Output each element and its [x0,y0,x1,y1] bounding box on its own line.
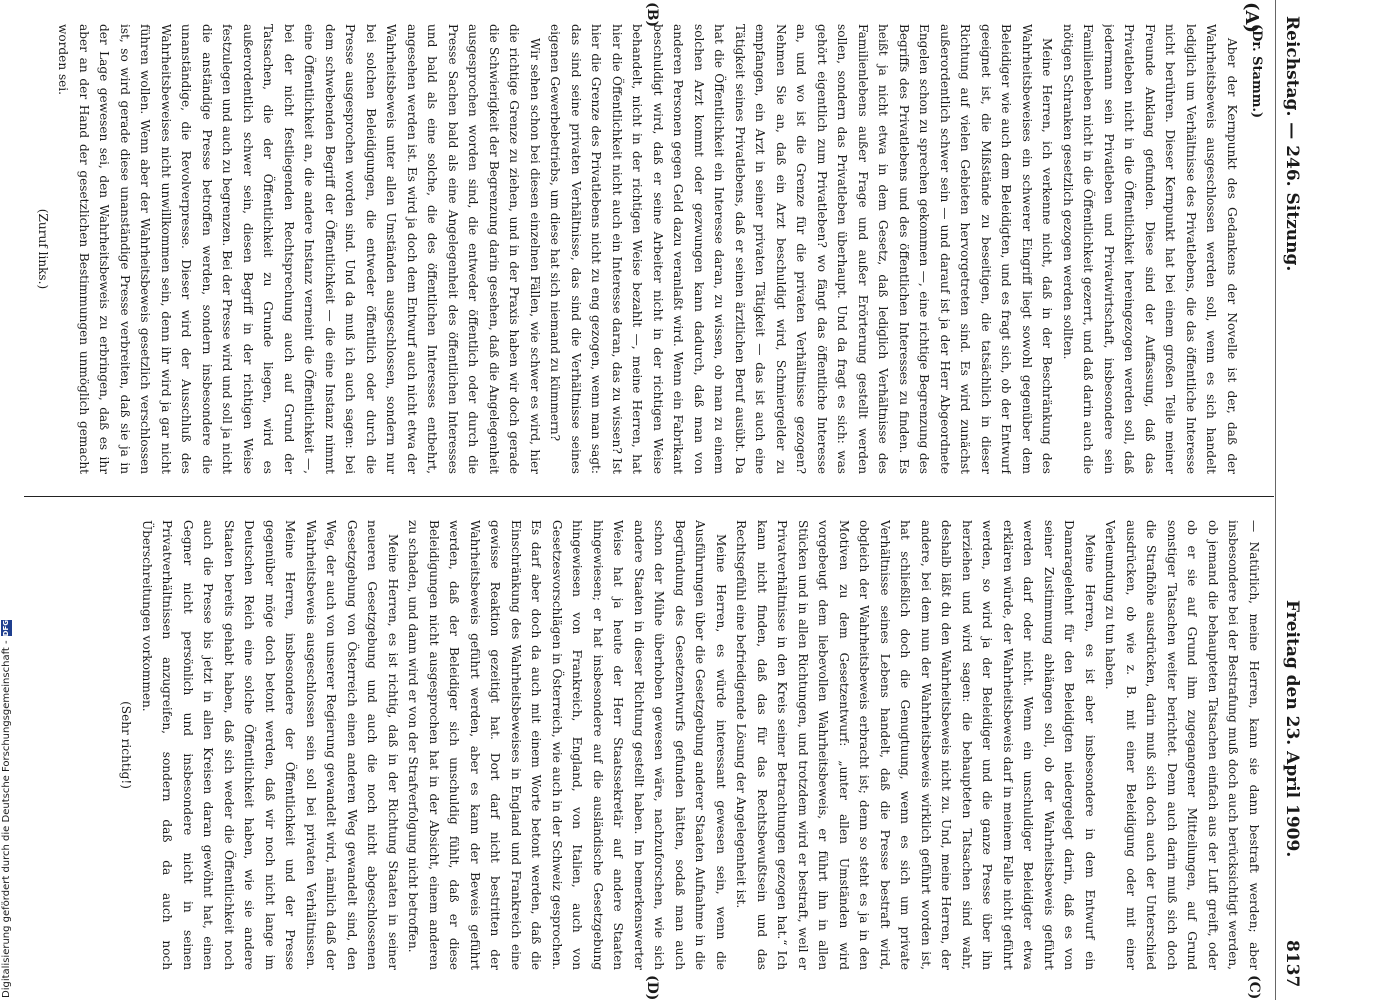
page-number: 8137 [1282,940,1302,988]
margin-marker-c: (C) [1246,975,1262,1000]
left-column [22,24,1242,474]
speaker-label: (Dr. Stamm.) [1249,24,1264,119]
column-divider [24,496,1274,497]
header-session: Reichstag. — 246. Sitzung. [1282,16,1302,272]
interjection: (Zuruf links.) [36,208,50,290]
paragraph: Wir sehen schon bei diesen einzelnen Fällen, wie schwer es wird, hier die richtige Grenze zu ziehen, und in der Praxis haben wir doch gerade die Schwierigkeit der Begrenzung darin gesehen, daß die Angelegenheit ausgesprochen worden sind, die entweder öffentlich oder durch die Presse Sachen bald als eine Angelegenheit des öffentlichen Interesses und bald als eine solche, die des öffentlichen Interesses entbehrt, angesehen werden ist. Es wird ja doch dem Entwurf auch nicht etwa der Wahrheitsbeweis unter allen Umständen ausgeschlossen, sondern nur bei solchen Beleidigungen, die entweder öffentlich oder durch die Presse ausgesprochen worden sind. Und da muß ich auch sagen: bei dem schwebenden Begriff der Öffentlichkeit — die eine Instanz nimmt eine Öffentlichkeit an, die andere Instanz verneint die Öffentlichkeit —, bei der nicht festliegenden Rechtsprechung auch auf Grund der Tatsachen, die der Öffentlichkeit zu Grunde liegen, wird es außerordentlich schwer sein, diesen Begriff in der richtigen Weise festzulegen und auch zu begrenzen. Bei der Presse wird und soll ja nicht die anständige Presse betroffen werden, sondern insbesondere die unanständige, die Revolverpresse. Dieser wird der Ausschluß des Wahrheitsbeweises nicht unwillkommen sein, denn ihr wird ja gar nicht führen wollen. Wenn aber der Wahrheitsbeweis gesetzlich verschlossen ist, so wird gerade diese unanständige Presse verbreiten, daß sie ja in der Lage gewesen sei, den Wahrheitsbeweis zu erbringen, daß es ihr aber an der Hand der gesetzlichen Bestimmungen unmöglich gemacht worden sei. [56,24,542,474]
dfg-logo: DFG [2,620,10,637]
right-column [44,520,1264,970]
paragraph: Aber der Kernpunkt des Gedankens der Novelle ist der, daß der Wahrheitsbeweis ausgeschlossen werden soll, wenn es sich handelt lediglich um Verhältnisse des Privatlebens, die das öffentliche Interesse nicht berühren. Dieser Kernpunkt hat bei einem großen Teile meiner Freunde Anklang gefunden. Diese sind der Auffassung, daß das Privatleben nicht in die Öffentlichkeit hereingezogen werden soll, daß jedermann sein Privatleben und Privatwirtschaft, insbesondere sein Familienleben nicht in die Öffentlichkeit gezerrt, und daß darin auch die nötigen Schranken gesetzlich gezogen werden sollten. [1061,24,1239,474]
header-date: Freitag den 23. April 1909. [1282,600,1302,858]
margin-marker-a: (A) [1241,2,1262,33]
paragraph: — Natürlich, meine Herren, kann sie dann bestraft werden; aber insbesondere bei der Bestrafung muß doch auch berücksichtigt werden, ob jemand die behaupteten Tatsachen einfach aus der Luft greift, oder ob er sie auf Grund ihm zugegangener Mitteilungen, auf Grund sonstiger Tatsachen weiter berichtet. Denn auch darin muß sich doch die Strafhöhe ausdrücken, darin muß sich doch auch der Unterschied ausdrücken, ob wie z. B. mit einer Beleidigung oder mit einer Verleumdung zu tun haben. [1103,520,1261,970]
paragraph: Meine Herren, ich verkenne nicht, daß in der Beschränkung des Wahrheitsbeweises ein schwerer Eingriff liegt sowohl gegenüber dem Beleidiger wie auch dem Beleidigten, und es fragt sich, ob der Entwurf geeignet ist, die Mißstände zu beseitigen, die tatsächlich in dieser Richtung auf vielen Gebieten hervorgetreten sind. Es wird zunächst außerordentlich schwer sein — und darauf ist ja der Herr Abgeordnete Engelen schon zu sprechen gekommen —, eine richtige Begrenzung des Begriffs des Privatlebens und des öffentlichen Interesses zu finden. Es heißt ja nicht etwa in dem Gesetz, daß lediglich Verhältnisse des Familienlebens außer Frage und außer Erörterung gestellt werden sollen, sondern das Privatleben überhaupt. Und da fragt es sich: was gehört eigentlich zum Privatleben? wo fängt das öffentliche Interesse an, und wo ist die Grenze für die privaten Verhältnisse gezogen? Nehmen Sie an, daß ein Arzt beschuldigt wird, Schmiergelder zu empfangen, ein Arzt in seiner privaten Tätigkeit — das ist auch eine Tätigkeit seines Privatlebens, daß er seinen ärztlichen Beruf ausübt. Da hat die Öffentlichkeit ein Interesse daran, zu wissen, ob man zu einem solchen Arzt kommt oder gezwungen kann dadurch, daß man von anderen Personen gegen Geld dazu veranlaßt wird. Wenn ein Fabrikant beschuldigt wird, daß er seine Arbeiter nicht in der richtigen Weise behandelt, nicht in der richtigen Weise bezahlt —, meine Herren, hat hier die Öffentlichkeit nicht auch ein Interesse daran, das zu wissen? Ist hier die Grenze des Privatlebens nicht zu eng gezogen, wenn man sagt: das sind seine privaten Verhältnisse, das sind die Verhältnisse seines eigenen Gewerbebetriebs, um diese hat sich niemand zu kümmern? [548,24,1055,474]
credit-text: Digitalisierung gefördert durch die Deutsche Forschungsgemeinschaft - [1,640,12,998]
margin-marker-b: (B) [644,2,660,28]
interjection: (Sehr richtig!) [119,701,134,789]
margin-marker-d: (D) [644,975,660,1000]
paragraph: Meine Herren, es ist aber insbesondere in dem Entwurf ein Damaragelehnt für den Beleidigten niedergelegt darin, daß es von seiner Zustimmung abhängen soll, ob der Wahrheitsbeweis geführt werden darf oder nicht. Wenn ein unschuldiger Beleidigter etwa erklären würde, der Wahrheitsbeweis darf in meinem Falle nicht geführt werden, so wird ja der Beleidiger und die ganze Presse über ihn herziehen und wird sagen: die behaupteten Tatsachen sind wahr, deshalb läßt du den Wahrheitsbeweis nicht zu. Und, meine Herren, der andere, bei dem nun der Wahrheitsbeweis wirklich geführt worden ist, hat schließlich doch die Genugtuung, wenn es sich um private Verhältnisse seines Lebens handelt, daß die Presse bestraft wird, obgleich der Wahrheitsbeweis erbracht ist; denn so steht es ja in den Motiven zu dem Gesetzentwurf: „unter allen Umständen wird vorgebeugt dem liebevollen Wahrheitsbeweis, er führt ihn in allen Stücken und in allen Richtungen, und trotzdem wird er bestraft, weil er Privatverhältnisse in den Kreis seiner Betrachtungen gezogen hat.“ Ich kann nicht finden, daß das für das Rechtsbewußtsein und das Rechtsgefühl eine befriedigende Lösung der Angelegenheit ist. [734,520,1097,970]
paragraph: Meine Herren, es ist richtig, daß in der Richtung Staaten in seiner neueren Gesetzgebung und auch die noch nicht abgeschlossenen Gesetzgebung von Österreich einen anderen Weg gewandelt sind, den Weg, der auch von unserer Regierung gewandelt wird, nämlich daß der Wahrheitsbeweis ausgeschlossen sein soll bei privaten Verhältnissen. Meine Herren, insbesondere der Öffentlichkeit und der Presse gegenüber möge doch betont werden, daß wir noch nicht lange im Deutschen Reich eine solche Öffentlichkeit haben, wie sie andere Staaten bereits gehabt haben, daß sich weder die Öffentlichkeit noch auch die Presse bis jetzt in allen Kreisen daran gewöhnt hat, einen Gegner nicht persönlich und insbesondere nicht in seinen Privatverhältnissen anzugreifen, sondern daß da auch noch Überschreitungen vorkommen. [140,520,400,970]
paragraph: Meine Herren, es würde interessant gewesen sein, wenn die Ausführungen über die Gesetzgebung anderer Staaten Aufnahme in die Begründung des Gesetzentwurfs gefunden hätten, sodaß man auch schon der Mühe überhoben gewesen wäre, nachzuforschen, wie sich andere Staaten in dieser Richtung gestellt haben. Im bemerkenswerter Weise hat ja heute der Herr Staatssekretär auf andere Staaten hingewiesen; er hat insbesondere auf die ausländische Gesetzgebung hingewiesen von Frankreich, England, von Italien, auch von Gesetzesvorschlägen in Österreich, wie auch in der Schweiz gesprochen. Es darf aber doch da auch mit einem Worte betont werden, daß die Einschränkung des Wahrheitsbeweises in England und Frankreich eine gewisse Reaktion gezeitigt hat. Dort darf nicht bestritten der Wahrheitsbeweis geführt werden, aber es kann der Beweis geführt werden, daß der Beleidiger sich unschuldig fühlt, daß er diese Beleidigungen nicht ausgesprochen hat in der Absicht, einem anderen zu schaden, und dann wird er von der Strafverfolgung nicht betroffen. [406,520,728,970]
header-rule [1275,0,1276,1000]
